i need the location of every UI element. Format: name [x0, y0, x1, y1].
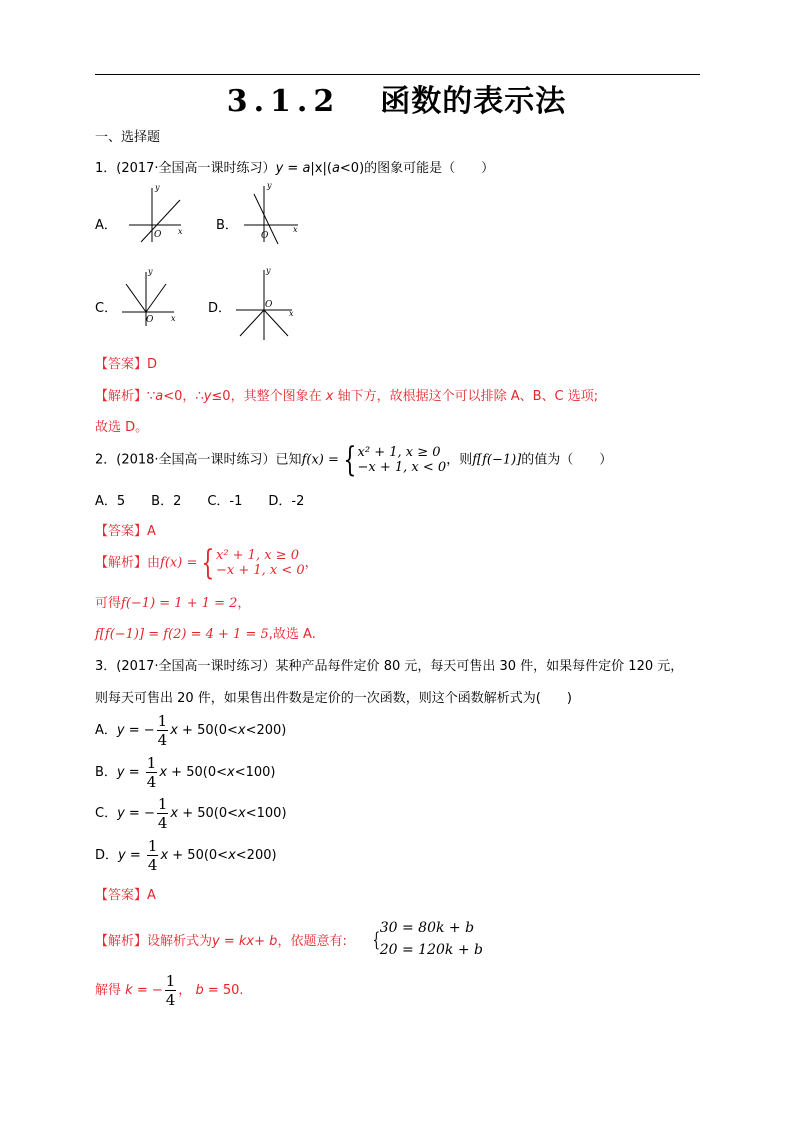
q3-option-a: A．y = − $\frac{1}{4}$ x + 50(0<x<200) [95, 712, 287, 749]
q3-option-d: D．y = $\frac{1}{4}$ x + 50(0<x<200) [95, 837, 277, 874]
q1-graph-b-x: x [293, 225, 298, 234]
header-rule [95, 74, 700, 75]
page-title: 3.1.2 函数的表示法 [226, 84, 567, 119]
q3-answer: 【答案】A [95, 888, 156, 903]
q1-analysis-conclusion: 故选 D。 [95, 420, 149, 435]
q1-graph-d-o: O [265, 300, 273, 310]
section-heading: 一、选择题 [95, 130, 161, 145]
q1-option-b-label: B． [216, 218, 238, 233]
q1-answer: 【答案】D [95, 357, 158, 372]
q1-graph-d-y: y [266, 266, 271, 275]
q1-option-a-label: A． [95, 218, 117, 233]
q3-stem-line2: 则每天可售出 20 件，如果售出件数是定价的一次函数，则这个函数解析式为( ) [95, 691, 572, 706]
q1-graph-a-o: O [154, 230, 162, 240]
q1-graph-a-x: x [178, 227, 183, 236]
q1-analysis: 【解析】∵a<0，∴y≤0，其整个图象在 x 轴下方，故根据这个可以排除 A、B、C 选项; [95, 389, 599, 404]
q1-option-c-label: C． [95, 301, 118, 316]
q1-graph-b-o: O [261, 231, 269, 241]
q3-analysis: 【解析】设解析式为y = kx+ b，依题意有: [95, 934, 347, 949]
q1-graph-c-o: O [146, 315, 154, 325]
q3-stem-line1: 3．(2017·全国高一课时练习）某种产品每件定价 80 元，每天可售出 30 件，如果每件定价 120 元， [95, 659, 684, 674]
q3-option-c: C．y = − $\frac{1}{4}$ x + 50(0<x<100) [95, 795, 287, 832]
q1-graph-a [125, 182, 187, 246]
q2-analysis-piecewise: x² + 1, x ≥ 0 −x + 1, x < 0 [215, 548, 305, 578]
q1-graph-b [242, 180, 302, 246]
q1-graph-a-y: y [155, 183, 160, 192]
q2-piecewise: x² + 1, x ≥ 0 −x + 1, x < 0 [357, 445, 447, 475]
q2-stem: 2．(2018·全国高一课时练习）已知f(x) = { x² + 1, x ≥ 0 −x + 1, x < 0 ，则f[f(−1)]的值为（ ） [95, 440, 613, 480]
q3-solution: 解得 k = − $\frac{1}{4}$ ， b = 50. [95, 972, 244, 1009]
q3-option-b: B．y = $\frac{1}{4}$ x + 50(0<x<100) [95, 754, 276, 791]
q2-analysis-step3: f[f(−1)] = f(2) = 4 + 1 = 5,故选 A. [95, 627, 316, 642]
q1-graph-d-x: x [289, 309, 294, 318]
q2-analysis-step2: 可得f(−1) = 1 + 1 = 2， [95, 596, 251, 611]
q3-equation-system: { 30 = 80k + b 20 = 120k + b [372, 920, 483, 958]
q1-stem: 1．(2017·全国高一课时练习）y = a|x|(a<0)的图象可能是（ ） [95, 161, 495, 176]
q2-options: A．5 B．2 C．-1 D．-2 [95, 494, 305, 509]
q1-graph-d [234, 264, 298, 342]
q1-graph-c-y: y [148, 267, 153, 276]
q2-analysis: 【解析】由f(x) = { x² + 1, x ≥ 0 −x + 1, x < 0 ， [95, 543, 318, 583]
q1-option-d-label: D． [208, 301, 232, 316]
q2-answer: 【答案】A [95, 524, 156, 539]
q1-graph-c-x: x [171, 314, 176, 323]
q1-graph-c [118, 266, 180, 328]
q1-graph-b-y: y [267, 181, 272, 190]
